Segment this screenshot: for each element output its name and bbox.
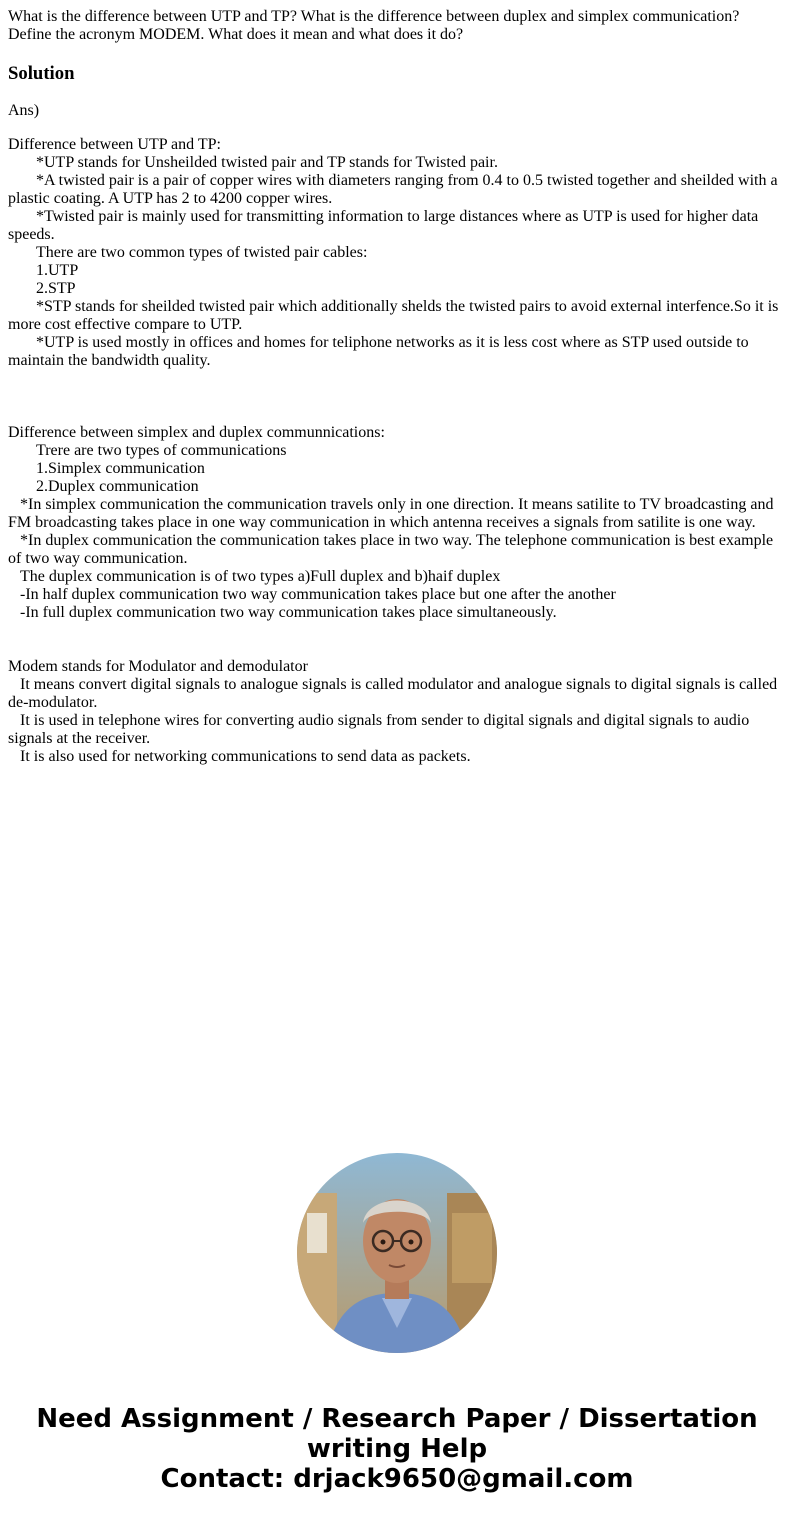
section-line: 1.UTP: [8, 262, 79, 279]
promo-banner: [0, 1404, 794, 1494]
section-line: It is used in telephone wires for converting audio signals from sender to digital signals and digital signals to audio signals at the receiver.: [8, 712, 754, 747]
section-line: There are two common types of twisted pair cables:: [8, 244, 368, 261]
section-line: *UTP stands for Unsheilded twisted pair and TP stands for Twisted pair.: [8, 154, 498, 171]
section-heading: Difference between UTP and TP:: [8, 136, 221, 153]
section-line: *UTP is used mostly in offices and homes for teliphone networks as it is less cost where as STP used outside to maintain the bandwidth quality.: [8, 334, 753, 369]
section-line: 2.Duplex communication: [8, 478, 199, 495]
section-line: Trere are two types of communications: [8, 442, 287, 459]
section-line: *STP stands for sheilded twisted pair which additionally shelds the twisted pairs to avoid external interfence.So it is more cost effective compare to UTP.: [8, 298, 783, 333]
section-line: The duplex communication is of two types a)Full duplex and b)haif duplex: [8, 568, 501, 585]
question-text: What is the difference between UTP and TP? What is the difference between duplex and simplex communication? Define the acronym MODEM. What does it mean and what does it do?: [8, 8, 740, 43]
question-block: [8, 8, 786, 44]
banner-contact: Contact: drjack9650@gmail.com: [160, 1464, 634, 1494]
author-avatar: [297, 1153, 497, 1353]
section-simplex-duplex: [8, 424, 786, 622]
banner-line: writing Help: [306, 1434, 488, 1464]
answer-label: Ans): [8, 102, 40, 119]
section-utp-tp: [8, 136, 786, 370]
section-line: *Twisted pair is mainly used for transmitting information to large distances where as UTP is used for higher data speeds.: [8, 208, 763, 243]
answer-label-block: [8, 102, 786, 120]
section-line: It means convert digital signals to analogue signals is called modulator and analogue signals to digital signals is called de-modulator.: [8, 676, 782, 711]
section-line: *A twisted pair is a pair of copper wires with diameters ranging from 0.4 to 0.5 twisted together and sheilded with a plastic coating. A UTP has 2 to 4200 copper wires.: [8, 172, 782, 207]
section-line: -In half duplex communication two way communication takes place but one after the another: [8, 586, 616, 603]
section-line: It is also used for networking communications to send data as packets.: [8, 748, 471, 765]
banner-line: Need Assignment / Research Paper / Dissertation: [36, 1404, 758, 1434]
section-line: -In full duplex communication two way communication takes place simultaneously.: [8, 604, 557, 621]
section-heading: Modem stands for Modulator and demodulator: [8, 658, 308, 675]
section-line: 1.Simplex communication: [8, 460, 205, 477]
solution-heading: Solution: [8, 63, 75, 84]
author-photo: [297, 1153, 497, 1353]
section-line: 2.STP: [8, 280, 76, 297]
section-modem: [8, 658, 786, 766]
section-heading: Difference between simplex and duplex communnications:: [8, 424, 385, 441]
section-line: *In simplex communication the communication travels only in one direction. It means satilite to TV broadcasting and FM broadcasting takes place in one way communication in which antenna receives a signals from satilite is one way.: [8, 496, 778, 531]
section-line: *In duplex communication the communication takes place in two way. The telephone communication is best example of two way communication.: [8, 532, 778, 567]
